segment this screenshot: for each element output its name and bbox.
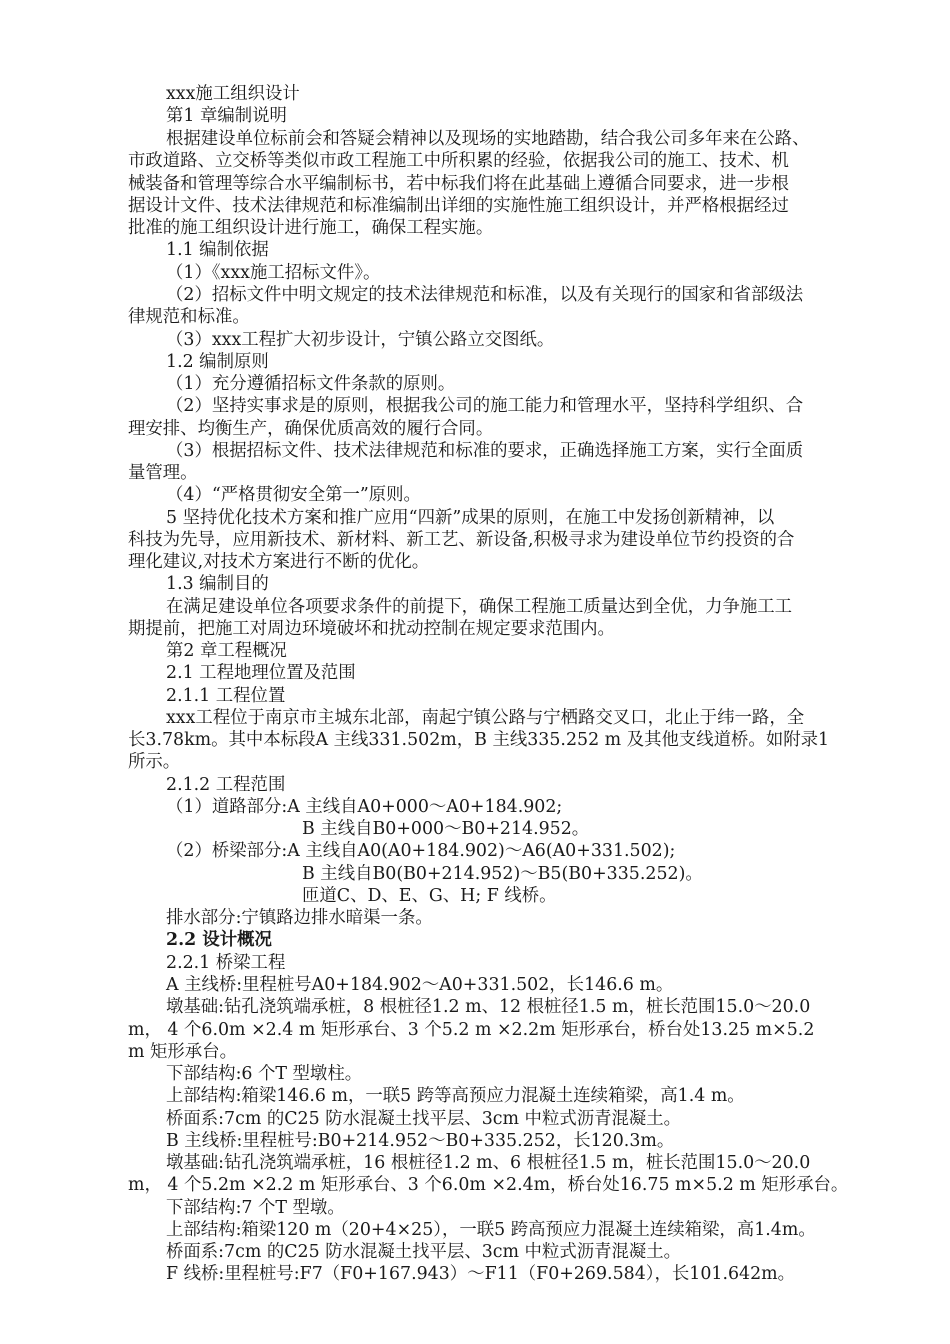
list-item: （1）道路部分:A 主线自A0+000～A0+184.902; xyxy=(166,797,563,817)
list-item-cont: 理安排、均衡生产，确保优质高效的履行合同。 xyxy=(128,419,494,439)
list-item-cont: 量管理。 xyxy=(128,463,198,483)
paragraph-line: 墩基础:钻孔浇筑端承桩，8 根桩径1.2 m、12 根桩径1.5 m，桩长范围15.0～20.0 xyxy=(166,997,811,1017)
section-heading: 2.2 设计概况 xyxy=(166,930,272,950)
paragraph-line: 长3.78km。其中本标段A 主线331.502m，B 主线335.252 m 及其他支线道桥。如附录1 xyxy=(128,730,830,750)
paragraph-line: 排水部分:宁镇路边排水暗渠一条。 xyxy=(166,908,433,928)
paragraph-line: 5 坚持优化技术方案和推广应用“四新”成果的原则，在施工中发扬创新精神，以 xyxy=(166,508,775,528)
list-item-cont: 匝道C、D、E、G、H; F 线桥。 xyxy=(302,886,557,906)
list-item: （1）《xxx施工招标文件》。 xyxy=(166,263,381,283)
paragraph-line: 上部结构:箱梁146.6 m，一联5 跨等高预应力混凝土连续箱梁，高1.4 m。 xyxy=(166,1086,745,1106)
paragraph-line: 桥面系:7cm 的C25 防水混凝土找平层、3cm 中粒式沥青混凝土。 xyxy=(166,1109,682,1129)
paragraph-line: B 主线桥:里程桩号:B0+214.952～B0+335.252，长120.3m。 xyxy=(166,1131,675,1151)
paragraph-line: 理化建议,对技术方案进行不断的优化。 xyxy=(128,552,430,572)
paragraph-line: 在满足建设单位各项要求条件的前提下，确保工程施工质量达到全优，力争施工工 xyxy=(166,597,793,617)
paragraph-line: xxx工程位于南京市主城东北部，南起宁镇公路与宁栖路交叉口，北止于纬一路，全 xyxy=(166,708,805,728)
list-item-cont: B 主线自B0(B0+214.952)～B5(B0+335.252)。 xyxy=(302,864,703,884)
paragraph-line: 械装备和管理等综合水平编制标书，若中标我们将在此基础上遵循合同要求，进一步根 xyxy=(128,174,789,194)
paragraph-line: m， 4 个5.2m ×2.2 m 矩形承台、3 个6.0m ×2.4m，桥台处16.75 m×5.2 m 矩形承台。 xyxy=(128,1175,849,1195)
section-heading: 1.1 编制依据 xyxy=(166,240,269,260)
paragraph-line: m， 4 个6.0m ×2.4 m 矩形承台、3 个5.2 m ×2.2m 矩形承台，桥台处13.25 m×5.2 xyxy=(128,1020,815,1040)
document-title: xxx施工组织设计 xyxy=(166,84,300,104)
paragraph-line: A 主线桥:里程桩号A0+184.902～A0+331.502，长146.6 m。 xyxy=(166,975,674,995)
paragraph-line: 上部结构:箱梁120 m（20+4×25），一联5 跨高预应力混凝土连续箱梁，高1.4m。 xyxy=(166,1220,816,1240)
list-item: （2）坚持实事求是的原则，根据我公司的施工能力和管理水平，坚持科学组织、合 xyxy=(166,396,804,416)
paragraph-line: 期提前，把施工对周边环境破坏和扰动控制在规定要求范围内。 xyxy=(128,619,615,639)
section-heading: 1.2 编制原则 xyxy=(166,352,269,372)
subsection-heading: 2.1.1 工程位置 xyxy=(166,686,286,706)
paragraph-line: 桥面系:7cm 的C25 防水混凝土找平层、3cm 中粒式沥青混凝土。 xyxy=(166,1242,682,1262)
section-heading: 1.3 编制目的 xyxy=(166,574,269,594)
list-item: （1）充分遵循招标文件条款的原则。 xyxy=(166,374,456,394)
list-item-cont: B 主线自B0+000～B0+214.952。 xyxy=(302,819,590,839)
list-item: （2）桥梁部分:A 主线自A0(A0+184.902)～A6(A0+331.502); xyxy=(166,841,676,861)
paragraph-line: 下部结构:6 个T 型墩柱。 xyxy=(166,1064,363,1084)
paragraph-line: m 矩形承台。 xyxy=(128,1042,237,1062)
paragraph-line: 所示。 xyxy=(128,752,181,772)
paragraph-line: 科技为先导，应用新技术、新材料、新工艺、新设备,积极寻求为建设单位节约投资的合 xyxy=(128,530,795,550)
section-heading: 2.1 工程地理位置及范围 xyxy=(166,663,356,683)
paragraph-line: 批准的施工组织设计进行施工，确保工程实施。 xyxy=(128,218,494,238)
paragraph-line: 根据建设单位标前会和答疑会精神以及现场的实地踏勘，结合我公司多年来在公路、 xyxy=(166,129,810,149)
paragraph-line: 市政道路、立交桥等类似市政工程施工中所积累的经验，依据我公司的施工、技术、机 xyxy=(128,151,789,171)
list-item-cont: 律规范和标准。 xyxy=(128,307,250,327)
list-item: （3）根据招标文件、技术法律规范和标准的要求，正确选择施工方案，实行全面质 xyxy=(166,441,804,461)
list-item: （3）xxx工程扩大初步设计，宁镇公路立交图纸。 xyxy=(166,330,555,350)
chapter-heading: 第1 章编制说明 xyxy=(166,106,287,126)
list-item: （4）“严格贯彻安全第一”原则。 xyxy=(166,485,421,505)
chapter-heading: 第2 章工程概况 xyxy=(166,641,287,661)
paragraph-line: 据设计文件、技术法律规范和标准编制出详细的实施性施工组织设计，并严格根据经过 xyxy=(128,196,789,216)
paragraph-line: 下部结构:7 个T 型墩。 xyxy=(166,1198,345,1218)
paragraph-line: 墩基础:钻孔浇筑端承桩，16 根桩径1.2 m、6 根桩径1.5 m，桩长范围15.0～20.0 xyxy=(166,1153,811,1173)
subsection-heading: 2.2.1 桥梁工程 xyxy=(166,953,286,973)
paragraph-line: F 线桥:里程桩号:F7（F0+167.943）～F11（F0+269.584），长101.642m。 xyxy=(166,1264,796,1284)
list-item: （2）招标文件中明文规定的技术法律规范和标准，以及有关现行的国家和省部级法 xyxy=(166,285,804,305)
subsection-heading: 2.1.2 工程范围 xyxy=(166,775,286,795)
